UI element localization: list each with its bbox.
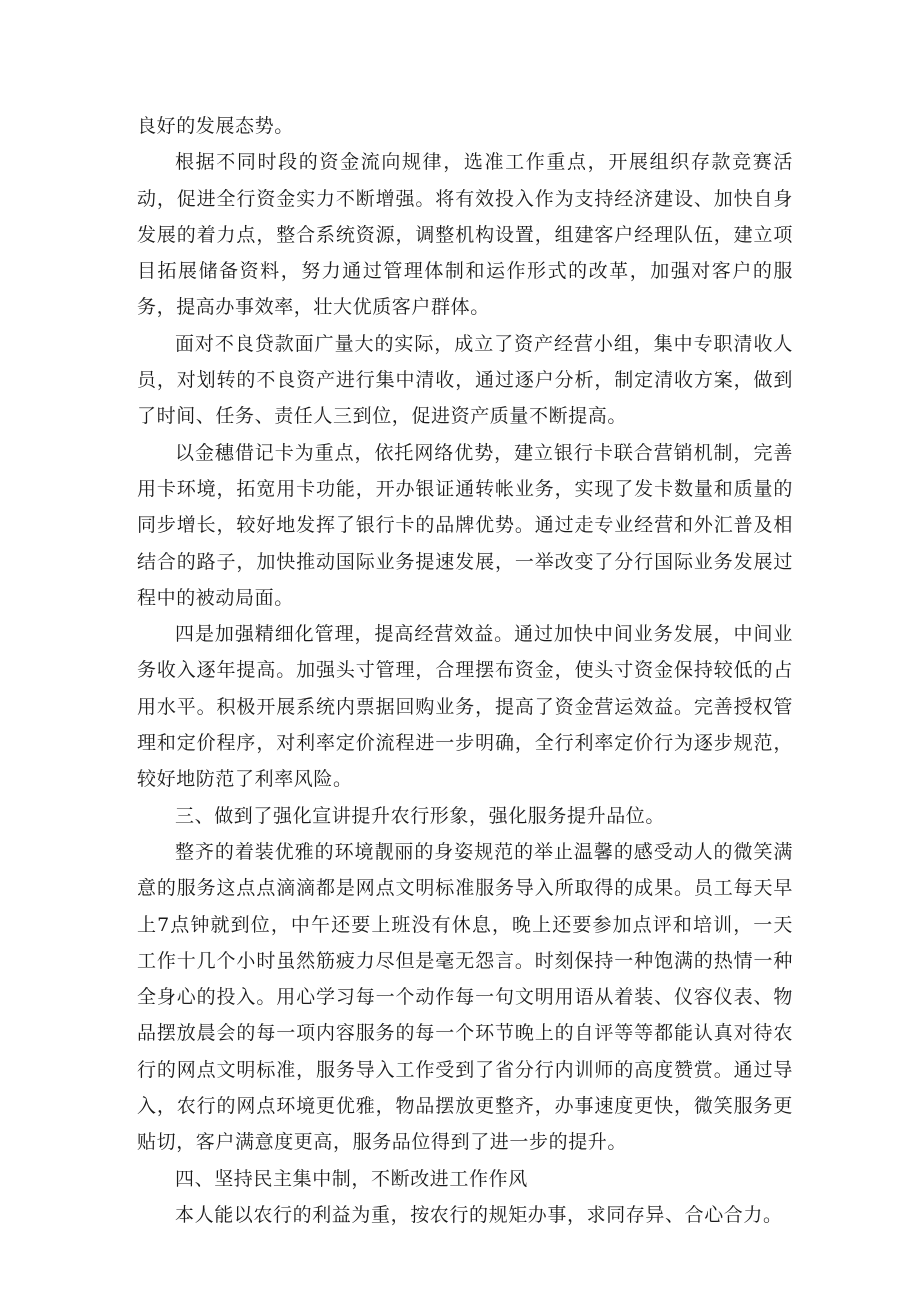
section-heading-4: 四、坚持民主集中制，不断改进工作作风 <box>175 1167 528 1190</box>
document-body <box>137 108 793 1233</box>
paragraph-3: 面对不良贷款面广量大的实际，成立了资产经营小组，集中专职清收人员，对划转的不良资产进行集中清收，通过逐户分析，制定清收方案，做到了时间、任务、责任人三到位，促进资产质量不断提高。 <box>137 332 793 428</box>
paragraph-4: 以金穗借记卡为重点，依托网络优势，建立银行卡联合营销机制，完善用卡环境，拓宽用卡功能，开办银证通转帐业务，实现了发卡数量和质量的同步增长，较好地发挥了银行卡的品牌优势。通过走专业经营和外汇普及相结合的路子，加快推动国际业务提速发展，一举改变了分行国际业务发展过程中的被动局面。 <box>137 441 793 609</box>
paragraph-1: 良好的发展态势。 <box>137 115 294 137</box>
paragraph-5: 四是加强精细化管理，提高经营效益。通过加快中间业务发展，中间业务收入逐年提高。加强头寸管理，合理摆布资金，使头寸资金保持较低的占用水平。积极开展系统内票据回购业务，提高了资金营运效益。完善授权管理和定价程序，对利率定价流程进一步明确，全行利率定价行为逐步规范，较好地防范了利率风险。 <box>137 623 793 791</box>
section-heading-3: 三、做到了强化宣讲提升农行形象，强化服务提升品位。 <box>175 804 666 827</box>
paragraph-7: 本人能以农行的利益为重，按农行的规矩办事，求同存异、合心合力。 <box>175 1203 783 1226</box>
paragraph-6: 整齐的着装优雅的环境靓丽的身姿规范的举止温馨的感受动人的微笑满意的服务这点点滴滴都是网点文明标准服务导入所取得的成果。员工每天早上7点钟就到位，中午还要上班没有休息，晚上还要参加点评和培训，一天工作十几个小时虽然筋疲力尽但是毫无怨言。时刻保持一种饱满的热情一种全身心的投入。用心学习每一个动作每一句文明用语从着装、仪容仪表、物品摆放晨会的每一项内容服务的每一个环节晚上的自评等等都能认真对待农行的网点文明标准，服务导入工作受到了省分行内训师的高度赞赏。通过导入，农行的网点环境更优雅，物品摆放更整齐，办事速度更快，微笑服务更贴切，客户满意度更高，服务品位得到了进一步的提升。 <box>137 840 793 1154</box>
paragraph-2: 根据不同时段的资金流向规律，选准工作重点，开展组织存款竞赛活动，促进全行资金实力不断增强。将有效投入作为支持经济建设、加快自身发展的着力点，整合系统资源，调整机构设置，组建客户经理队伍，建立项目拓展储备资料，努力通过管理体制和运作形式的改革，加强对客户的服务，提高办事效率，壮大优质客户群体。 <box>137 151 793 319</box>
